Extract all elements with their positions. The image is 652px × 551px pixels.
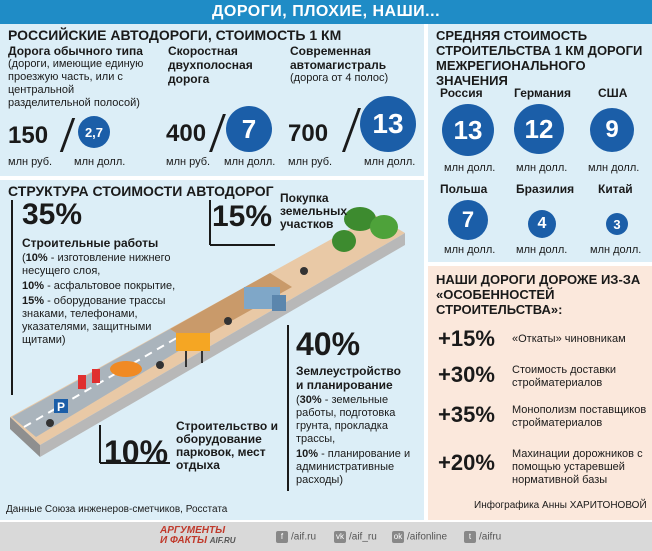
country-name: Германия bbox=[514, 86, 572, 100]
extra-item bbox=[438, 446, 648, 486]
rub-value: 400 bbox=[166, 120, 207, 147]
earthwork-pct: 40% bbox=[296, 326, 361, 362]
land-title: Покупка земельных участков bbox=[280, 191, 348, 231]
extra-costs-heading: НАШИ ДОРОГИ ДОРОЖЕ ИЗ-ЗА «ОСОБЕННОСТЕЙ СТРОИТЕЛЬСТВА»: bbox=[436, 272, 641, 317]
detail-pct: 15% bbox=[22, 295, 45, 307]
country-name: Россия bbox=[440, 86, 483, 100]
country-name: Бразилия bbox=[516, 182, 575, 196]
worker-icon bbox=[224, 317, 232, 325]
detail-pct: 10% bbox=[25, 252, 48, 264]
extra-text: Монополизм поставщиков стройматериалов bbox=[512, 404, 647, 429]
earthwork-details: (30% - земельные работы, подготовка грунта, прокладка трассы, 10% - планирование и административные расходы) bbox=[296, 394, 411, 486]
parking-pct: 10% bbox=[104, 434, 169, 470]
usd-unit: млн долл. bbox=[224, 156, 276, 168]
tree-icon bbox=[332, 230, 356, 252]
country-unit: млн долл. bbox=[516, 244, 568, 256]
construction-details: (10% - изготовление нижнего несущего слоя, 10% - асфальтовое покрытие, 15% - оборудование трассы знаками, телефонами, указателями, защитными щитами) bbox=[22, 252, 176, 346]
road-type-expressway bbox=[168, 44, 278, 86]
logo-site: AIF.RU bbox=[209, 536, 236, 545]
road-type-name: Скоростная двухполосная дорога bbox=[168, 44, 253, 86]
parking-sign-letter: P bbox=[57, 400, 66, 414]
country-circle: 7 bbox=[448, 200, 488, 240]
country-name: Польша bbox=[440, 182, 488, 196]
rub-value: 700 bbox=[288, 120, 329, 147]
construction-title: Строительные работы bbox=[22, 236, 159, 250]
worker-icon bbox=[300, 267, 308, 275]
earthwork-title: Землеустройство и планирование bbox=[296, 364, 401, 392]
detail-text: - оборудование трассы знаками, телефонами, указателями, защитными щитами) bbox=[22, 295, 166, 346]
road-type-desc: (дороги, имеющие единую проезжую часть, или с центральной разделительной полосой) bbox=[8, 58, 144, 109]
person-icon bbox=[46, 419, 54, 427]
detail-pct: 10% bbox=[296, 448, 319, 460]
parking-title: Строительство и оборудование парковок, мест отдыха bbox=[176, 419, 278, 472]
social-label: /aifonline bbox=[407, 531, 448, 543]
social-facebook[interactable] bbox=[276, 531, 316, 543]
truck-cab bbox=[272, 295, 286, 311]
social-label: /aif.ru bbox=[291, 531, 317, 543]
detail-text: - планирование и административные расходы) bbox=[296, 448, 411, 486]
tree-icon bbox=[370, 215, 398, 239]
structure-heading: СТРУКТУРА СТОИМОСТИ АВТОДОРОГ bbox=[8, 183, 274, 199]
gas-pump-icon bbox=[92, 369, 100, 383]
country-circle: 13 bbox=[442, 104, 494, 156]
country-name: США bbox=[598, 86, 628, 100]
credit-text: Инфографика Анны ХАРИТОНОВОЙ bbox=[474, 500, 647, 511]
road-type-name: Дорога обычного типа bbox=[8, 44, 143, 58]
country-circle: 3 bbox=[606, 213, 628, 235]
country-unit: млн долл. bbox=[444, 162, 496, 174]
extra-pct: +20% bbox=[438, 450, 495, 475]
car-icon bbox=[110, 361, 142, 377]
country-unit: млн долл. bbox=[516, 162, 568, 174]
aif-logo[interactable] bbox=[160, 526, 256, 548]
country-unit: млн долл. bbox=[444, 244, 496, 256]
extra-text: Махинации дорожников с помощью устаревшей нормативной базы bbox=[512, 448, 643, 486]
country-unit: млн долл. bbox=[590, 244, 642, 256]
country-circle: 12 bbox=[514, 104, 564, 154]
twitter-icon: t bbox=[464, 531, 476, 543]
detail-text: - изготовление нижнего несущего слоя, bbox=[22, 252, 171, 277]
international-heading: СРЕДНЯЯ СТОИМОСТЬ СТРОИТЕЛЬСТВА 1 КМ ДОРОГИ МЕЖРЕГИОНАЛЬНОГО ЗНАЧЕНИЯ bbox=[436, 28, 643, 88]
rub-unit: млн руб. bbox=[288, 156, 333, 168]
rub-unit: млн руб. bbox=[8, 156, 53, 168]
usd-circle: 13 bbox=[360, 96, 416, 152]
construction-pct: 35% bbox=[22, 198, 83, 231]
country-circle: 9 bbox=[590, 108, 634, 152]
country-name: Китай bbox=[598, 182, 633, 196]
road-type-name: Современная автомагистраль bbox=[290, 44, 387, 72]
social-twitter[interactable] bbox=[464, 531, 501, 543]
country-unit: млн долл. bbox=[588, 162, 640, 174]
social-vk[interactable] bbox=[334, 531, 377, 543]
extra-item bbox=[438, 402, 648, 432]
detail-pct: 30% bbox=[299, 394, 322, 406]
detail-pct: 10% bbox=[22, 280, 45, 292]
extra-item bbox=[438, 326, 648, 356]
social-ok[interactable] bbox=[392, 531, 447, 543]
logo-bottom: И ФАКТЫ bbox=[160, 535, 207, 546]
social-label: /aif_ru bbox=[349, 531, 377, 543]
extra-text: «Откаты» чиновникам bbox=[512, 333, 626, 345]
vk-icon: vk bbox=[336, 532, 344, 541]
detail-text: - асфальтовое покрытие, bbox=[44, 280, 176, 292]
footer-bar bbox=[0, 522, 652, 551]
page-title: ДОРОГИ, ПЛОХИЕ, НАШИ... bbox=[0, 0, 652, 24]
detail-text: - земельные работы, подготовка грунта, прокладка трассы, bbox=[296, 394, 396, 445]
worker-icon bbox=[156, 361, 164, 369]
usd-circle: 7 bbox=[226, 106, 272, 152]
road-type-regular bbox=[8, 44, 158, 110]
gas-pump-icon bbox=[78, 375, 86, 389]
source-text: Данные Союза инженеров-сметчиков, Росстата bbox=[6, 504, 228, 515]
rub-unit: млн руб. bbox=[166, 156, 211, 168]
road-type-highway bbox=[290, 44, 420, 85]
logo-top: АРГУМЕНТЫ bbox=[160, 525, 226, 536]
extra-pct: +15% bbox=[438, 326, 495, 351]
russian-costs-heading: РОССИЙСКИЕ АВТОДОРОГИ, СТОИМОСТЬ 1 КМ bbox=[8, 27, 342, 43]
rub-value: 150 bbox=[8, 122, 49, 149]
usd-unit: млн долл. bbox=[364, 156, 416, 168]
road-type-desc: (дорога от 4 полос) bbox=[290, 72, 389, 84]
ok-icon: ok bbox=[393, 532, 403, 541]
usd-circle: 2,7 bbox=[78, 116, 110, 148]
usd-unit: млн долл. bbox=[74, 156, 126, 168]
country-circle: 4 bbox=[528, 210, 556, 238]
facebook-icon: f bbox=[276, 531, 288, 543]
extra-text: Стоимость доставки стройматериалов bbox=[512, 364, 616, 389]
extra-item bbox=[438, 362, 648, 392]
extra-pct: +35% bbox=[438, 402, 495, 427]
extra-pct: +30% bbox=[438, 362, 495, 387]
land-pct: 15% bbox=[212, 200, 273, 233]
social-label: /aifru bbox=[479, 531, 502, 543]
